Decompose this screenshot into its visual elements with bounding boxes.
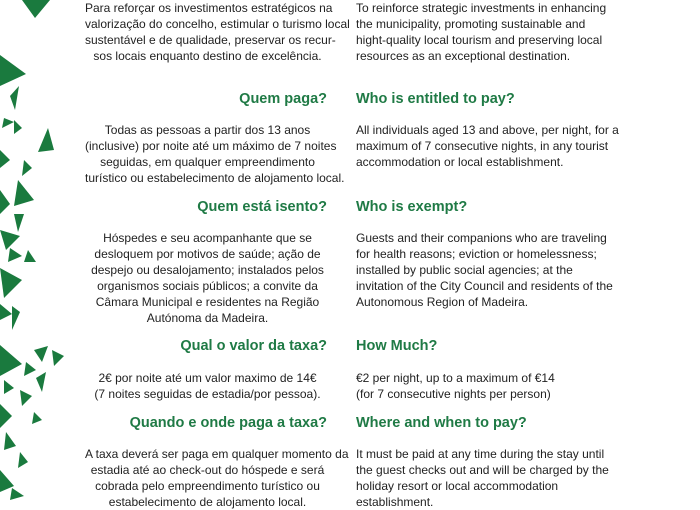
when-where-heading-en: Where and when to pay? <box>356 415 527 431</box>
fee-pt-text: 2€ por noite até um valor maximo de 14€ (7 noites seguidas de estadia/por pessoa). <box>94 371 321 401</box>
intro-en-text: To reinforce strategic investments in enhancing the municipality, promoting sustainable and hight-quality local tourism and preserving local resources as an exceptional destination. <box>356 1 607 63</box>
when-where-pt-text: A taxa deverá ser paga em qualquer momento da estadia até ao check-out do hóspede e será cobrada pelo empreendimento turístico ou estabelecimento de alojamento local. <box>85 447 349 509</box>
who-pays-heading-en: Who is entitled to pay? <box>356 91 515 107</box>
triangle-shape <box>24 362 36 376</box>
triangle-shape <box>14 120 22 134</box>
triangle-shape <box>4 432 16 450</box>
triangle-shape <box>8 248 22 262</box>
who-pays-pt-text: Todas as pessoas a partir dos 13 anos (inclusive) por noite até um máximo de 7 noites seguidas, em qualquer empreendimento turístico ou estabelecimento de alojamento local. <box>85 123 345 185</box>
triangle-shape <box>18 452 28 468</box>
triangle-shape <box>34 346 48 362</box>
triangle-shape <box>0 55 26 86</box>
triangle-shape <box>0 404 12 428</box>
triangle-shape <box>22 0 50 18</box>
triangle-shape <box>52 350 64 366</box>
who-pays-en-text: All individuals aged 13 and above, per night, for a maximum of 7 consecutive nights, in any tourist accommodation or local establishment. <box>356 123 619 169</box>
triangle-shape <box>14 180 34 206</box>
triangle-shape <box>2 118 14 128</box>
triangle-shape <box>4 380 14 394</box>
fee-en-text: €2 per night, up to a maximum of €14 (for 7 consecutive nights per person) <box>356 371 555 401</box>
intro-pt-text: Para reforçar os investimentos estratégicos na valorização do concelho, estimular o turismo local sustentável e de qualidade, preservar os recur- sos locais enquanto destino de excelência. <box>85 1 350 63</box>
triangle-shape <box>0 150 10 168</box>
exempt-heading-en: Who is exempt? <box>356 199 468 215</box>
triangle-shape <box>32 412 42 424</box>
fee-heading-en: How Much? <box>356 338 438 354</box>
triangle-shape <box>24 250 36 262</box>
when-where-en-text: It must be paid at any time during the stay until the guest checks out and will be charged by the holiday resort or local accommodation establishment. <box>356 447 609 509</box>
exempt-heading-pt: Quem está isento? <box>197 199 327 215</box>
triangle-shape <box>36 372 46 392</box>
triangle-shape <box>20 390 32 406</box>
triangle-shape <box>0 230 20 250</box>
decorative-triangles <box>0 0 80 500</box>
exempt-pt-text: Hóspedes e seu acompanhante que se desloquem por motivos de saúde; ação de despejo ou desalojamento; instalados pelos organismos sociais públicos; a convite da Câmara Municipal e residentes na Região Autónoma da Madeira. <box>91 231 324 325</box>
triangle-shape <box>14 214 24 232</box>
triangle-shape <box>22 160 32 176</box>
triangle-shape <box>10 86 19 110</box>
triangle-shape <box>12 306 20 330</box>
triangle-shape <box>38 128 54 152</box>
triangle-shape <box>0 304 12 320</box>
triangle-shape <box>0 190 10 214</box>
exempt-en-text: Guests and their companions who are traveling for health reasons; eviction or homelessness; installed by public social agencies; at the invitation of the City Council and residents of the Autonomous Region of Madeira. <box>356 231 613 309</box>
triangle-shape <box>0 345 22 376</box>
who-pays-heading-pt: Quem paga? <box>239 91 327 107</box>
fee-heading-pt: Qual o valor da taxa? <box>180 338 327 354</box>
triangle-shape <box>10 488 24 500</box>
triangle-shape <box>0 268 22 298</box>
when-where-heading-pt: Quando e onde paga a taxa? <box>129 415 327 431</box>
